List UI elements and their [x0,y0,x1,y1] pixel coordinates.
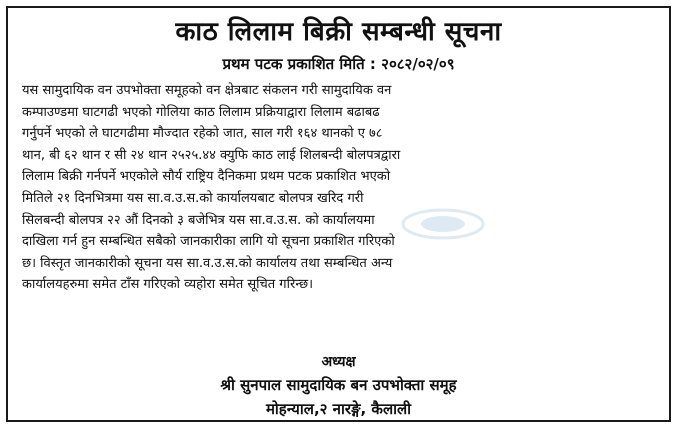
notice-body [22,80,659,296]
body-line: कार्यालयहरुमा समेत टाँस गरिएको व्यहोरा समेत सूचित गरिन्छ। [22,277,314,293]
public-notice [6,6,671,422]
organization-name: श्री सुनपाल सामुदायिक बन उपभोक्ता समूह [220,376,457,394]
body-line: कम्पाउण्डमा घाटगढी भएको गोलिया काठ लिलाम प्रक्रियाद्वारा लिलाम बढाबढ [22,104,380,120]
body-line: छ। विस्तृत जानकारीको सूचना यस सा.व.उ.स.को कार्यालय तथा सम्बन्धित अन्य [22,255,393,271]
body-line: गर्नुपर्ने भएको ले घाटगढीमा मौज्दात रहेको जात, साल गरी १६४ थानको ए ७८ [22,126,383,142]
signatory-role: अध्यक्ष [321,354,356,370]
body-line: थान, बी ६२ थान र सी २४ थान २५२५.४४ क्युफि काठ लाई शिलबन्दी बोलपत्रद्वारा [22,147,401,163]
publication-date: प्रथम पटक प्रकाशित मिति : २०८२/०२/०९ [222,55,455,73]
notice-title: काठ लिलाम बिक्री सम्बन्धी सूचना [175,17,502,47]
body-line: दाखिला गर्न हुन सम्बन्धित सबैको जानकारीका लागि यो सूचना प्रकाशित गरिएको [22,234,395,250]
watermark-logo [398,204,488,244]
body-line: लिलाम बिक्री गर्नपर्ने भएकोले सौर्य राष्ट्रिय दैनिकमा प्रथम पटक प्रकाशित भएको [22,169,391,185]
body-line: सिलबन्दी बोलपत्र २२ औं दिनको ३ बजेभित्र यस सा.व.उ.स. को कार्यालयमा [22,212,375,228]
body-line: मितिले २१ दिनभित्रमा यस सा.व.उ.स.को कार्यालयबाट बोलपत्र खरिद गरी [22,190,364,206]
organization-address: मोहन्याल,२ नारङ्गे, कैलाली [265,400,412,418]
body-line: यस सामुदायिक वन उपभोक्ता समूहको वन क्षेत्रबाट संकलन गरी सामुदायिक वन [22,83,392,98]
